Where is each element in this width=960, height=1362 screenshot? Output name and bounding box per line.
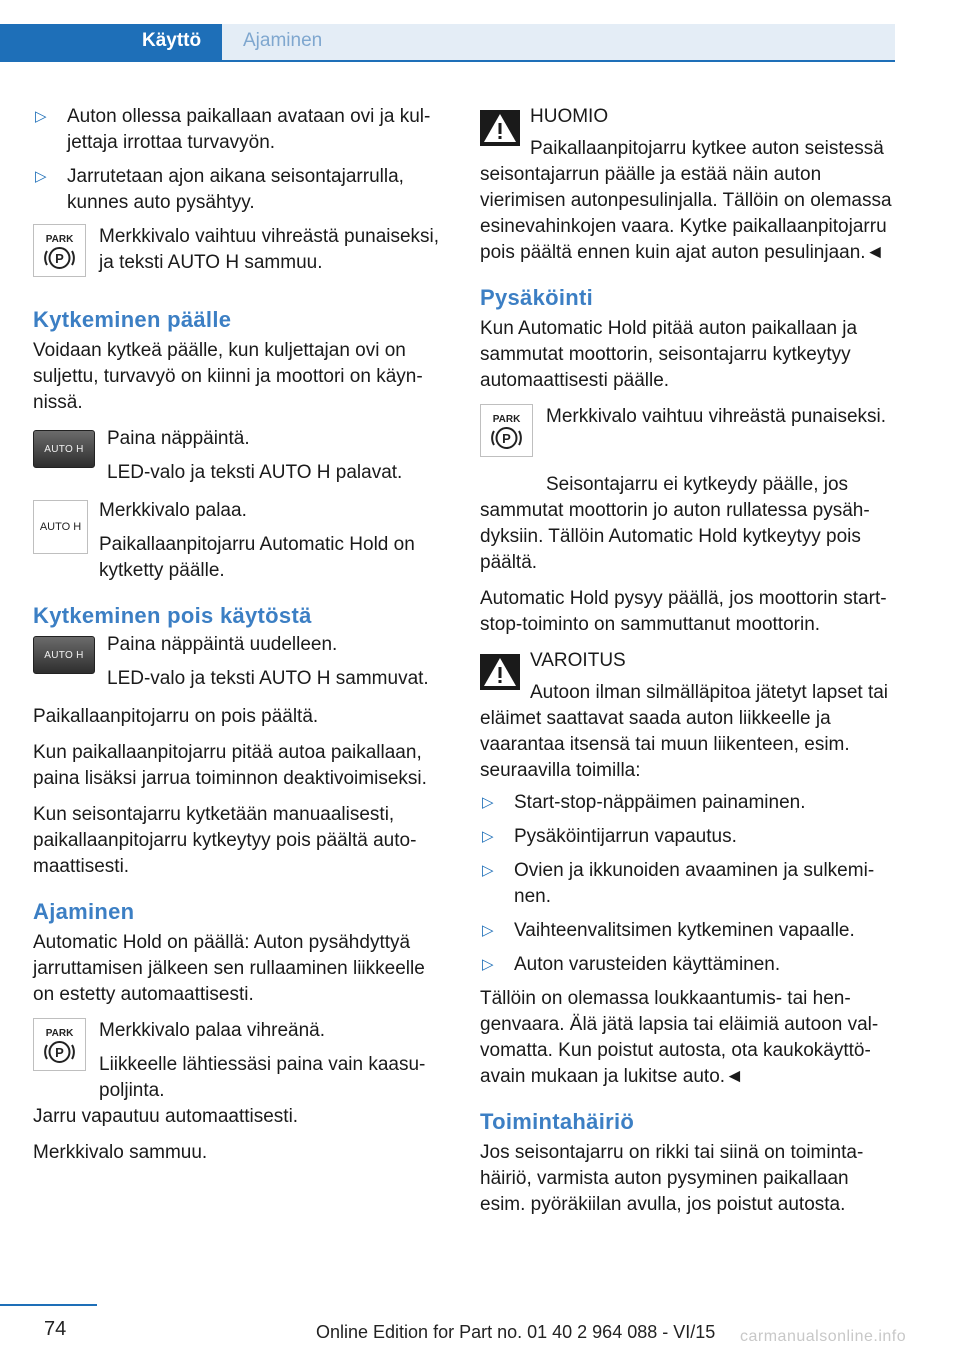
svg-text:P: P xyxy=(55,1045,64,1060)
bullet-triangle-icon: ▷ xyxy=(35,108,47,125)
svg-text:PARK: PARK xyxy=(45,234,74,245)
heading-kytkeminen-pois: Kytkeminen pois käytöstä xyxy=(33,603,312,628)
paragraph: Tällöin on olemassa loukkaantumis- tai hengenvaara. Älä jätä lapsia tai eläimiä autoon valvomatta. Kun poistut autosta, ota kaukokäyttöavain mukaan ja lukitse auto.◄ xyxy=(480,988,879,1087)
auto-h-indicator-icon: AUTO H xyxy=(33,498,88,554)
list-item xyxy=(480,952,895,978)
right-column xyxy=(480,104,895,1228)
svg-text:P: P xyxy=(55,251,64,266)
list-item-text: Pysäköintijarrun vapautus. xyxy=(514,826,737,847)
list-item xyxy=(33,164,447,216)
list-item-text: Vaihteenvalitsimen kytkeminen vapaalle. xyxy=(514,920,855,941)
auto-h-button-icon: AUTO H xyxy=(33,632,95,674)
edition-text: Online Edition for Part no. 01 40 2 964 088 - VI/15 xyxy=(316,1322,716,1342)
paragraph: Automatic Hold on päällä: Auton pysähdyttyä jarruttamisen jälkeen sen rullaaminen liikkeelle on estetty automaattisesti. xyxy=(33,932,425,1005)
bullet-list-1 xyxy=(33,104,447,216)
bullet-triangle-icon: ▷ xyxy=(482,794,494,811)
paragraph: Voidaan kytkeä päälle, kun kuljettajan ovi on suljettu, turvavyö on kiinni ja moottori on käynnissä. xyxy=(33,340,423,413)
page-number: 74 xyxy=(44,1318,67,1340)
list-item xyxy=(480,918,895,944)
svg-text:PARK: PARK xyxy=(45,1028,74,1039)
svg-text:PARK: PARK xyxy=(492,414,521,425)
indicator-text: Merkkivalo vaihtuu vihreästä punaiseksi. xyxy=(546,406,887,427)
paragraph: Kun Automatic Hold pitää auton paikallaan ja sammutat moottorin, seisontajarru kytkeytyy automaattisesti päälle. xyxy=(480,318,858,391)
instruction-text: LED-valo ja teksti AUTO H palavat. xyxy=(107,462,403,483)
footer-divider xyxy=(0,1304,97,1306)
notice-text: Paikallaanpitojarru kytkee auton seistessä seisontajarrun päälle ja estää näin auton vierimisen autonpesulinjalla. Tällöin on olemassa esinevahinkojen vaara. Kytke paikallaanpitojarru pois päältä ennen kuin ajat auton pesulinjaan.◄ xyxy=(480,138,892,263)
notice-huomio xyxy=(480,104,895,266)
paragraph: Jos seisontajarru on rikki tai siinä on toimintahäiriö, varmista auton pysyminen paikallaan esim. pyöräkiilan avulla, jos poistut autosta. xyxy=(480,1142,864,1215)
list-item xyxy=(480,790,895,816)
indicator-text: Merkkivalo palaa vihreänä. xyxy=(99,1020,326,1041)
heading-toimintahairio: Toimintahäiriö xyxy=(480,1109,635,1134)
left-column xyxy=(33,104,447,1176)
bullet-triangle-icon: ▷ xyxy=(482,828,494,845)
instruction-text: Paikallaanpitojarru Automatic Hold on kytketty päälle. xyxy=(99,534,415,581)
paragraph: Jarru vapautuu automaattisesti. xyxy=(33,1106,299,1127)
heading-ajaminen: Ajaminen xyxy=(33,899,135,924)
park-brake-icon xyxy=(33,224,86,277)
instruction-text: Merkkivalo palaa. xyxy=(99,500,247,521)
list-item-text: Auton ollessa paikallaan avataan ovi ja kuljettaja irrottaa turvavyön. xyxy=(67,106,431,153)
list-item xyxy=(480,858,895,910)
auto-h-button-row-2 xyxy=(33,632,447,696)
park-indicator-row-3 xyxy=(480,404,895,468)
auto-h-indicator-row xyxy=(33,498,447,584)
svg-text:P: P xyxy=(502,431,511,446)
notice-title: VAROITUS xyxy=(530,650,626,671)
paragraph: Automatic Hold pysyy päällä, jos moottorin start-stop-toiminto on sammuttanut moottorin. xyxy=(480,588,887,635)
list-item-text: Start-stop-näppäimen painaminen. xyxy=(514,792,806,813)
page-header xyxy=(0,0,895,62)
tab-ajaminen[interactable]: Ajaminen xyxy=(222,24,895,62)
list-item-text: Auton varusteiden käyttäminen. xyxy=(514,954,781,975)
paragraph: Merkkivalo sammuu. xyxy=(33,1142,208,1163)
notice-varoitus xyxy=(480,648,895,784)
notice-title: HUOMIO xyxy=(530,106,609,127)
indicator-text: Merkkivalo vaihtuu vihreästä punaiseksi, ja teksti AUTO H sammuu. xyxy=(99,226,440,273)
park-brake-icon xyxy=(480,404,533,457)
auto-h-button-row-1 xyxy=(33,426,447,490)
list-item-text: Ovien ja ikkunoiden avaaminen ja sulkeminen. xyxy=(514,860,875,907)
warning-triangle-icon xyxy=(480,110,520,151)
header-divider xyxy=(0,60,895,62)
watermark: carmanualsonline.info xyxy=(740,1328,907,1345)
instruction-text: LED-valo ja teksti AUTO H sammuvat. xyxy=(107,668,429,689)
instruction-text: Paina näppäintä uudelleen. xyxy=(107,634,338,655)
auto-h-button-icon: AUTO H xyxy=(33,426,95,468)
bullet-triangle-icon: ▷ xyxy=(482,956,494,973)
instruction-text: Paina näppäintä. xyxy=(107,428,250,449)
bullet-list-2 xyxy=(480,790,895,978)
heading-kytkeminen-paalle: Kytkeminen päälle xyxy=(33,307,232,332)
indicator-text: Liikkeelle lähtiessäsi paina vain kaasupoljinta. xyxy=(99,1054,426,1101)
bullet-triangle-icon: ▷ xyxy=(482,922,494,939)
park-brake-icon xyxy=(33,1018,86,1071)
warning-triangle-icon xyxy=(480,654,520,695)
list-item xyxy=(33,104,447,156)
tab-kaytto[interactable]: Käyttö xyxy=(0,24,222,62)
park-indicator-row-1 xyxy=(33,224,447,288)
paragraph: Paikallaanpitojarru on pois päältä. xyxy=(33,706,319,727)
paragraph: Kun paikallaanpitojarru pitää autoa paikallaan, paina lisäksi jarrua toiminnon deaktivoimiseksi. xyxy=(33,742,427,789)
list-item-text: Jarrutetaan ajon aikana seisontajarrulla, kunnes auto pysähtyy. xyxy=(67,166,404,213)
bullet-triangle-icon: ▷ xyxy=(35,168,47,185)
paragraph: Seisontajarru ei kytkeydy päälle, jos sammutat moottorin jo auton rullatessa pysähdyksiin. Tällöin Automatic Hold kytkeytyy pois päältä. xyxy=(480,474,870,573)
paragraph: Kun seisontajarru kytketään manuaalisesti, paikallaanpitojarru kytkeytyy pois päältä automaattisesti. xyxy=(33,804,417,877)
bullet-triangle-icon: ▷ xyxy=(482,862,494,879)
heading-pysakointi: Pysäköinti xyxy=(480,285,594,310)
notice-text: Autoon ilman silmälläpitoa jätetyt lapset tai eläimet saattavat saada auton liikkeelle ja vaarantaa itsensä tai muun liikenteen, esim. seuraavilla toimilla: xyxy=(480,682,889,781)
list-item xyxy=(480,824,895,850)
park-indicator-row-2 xyxy=(33,1018,447,1104)
